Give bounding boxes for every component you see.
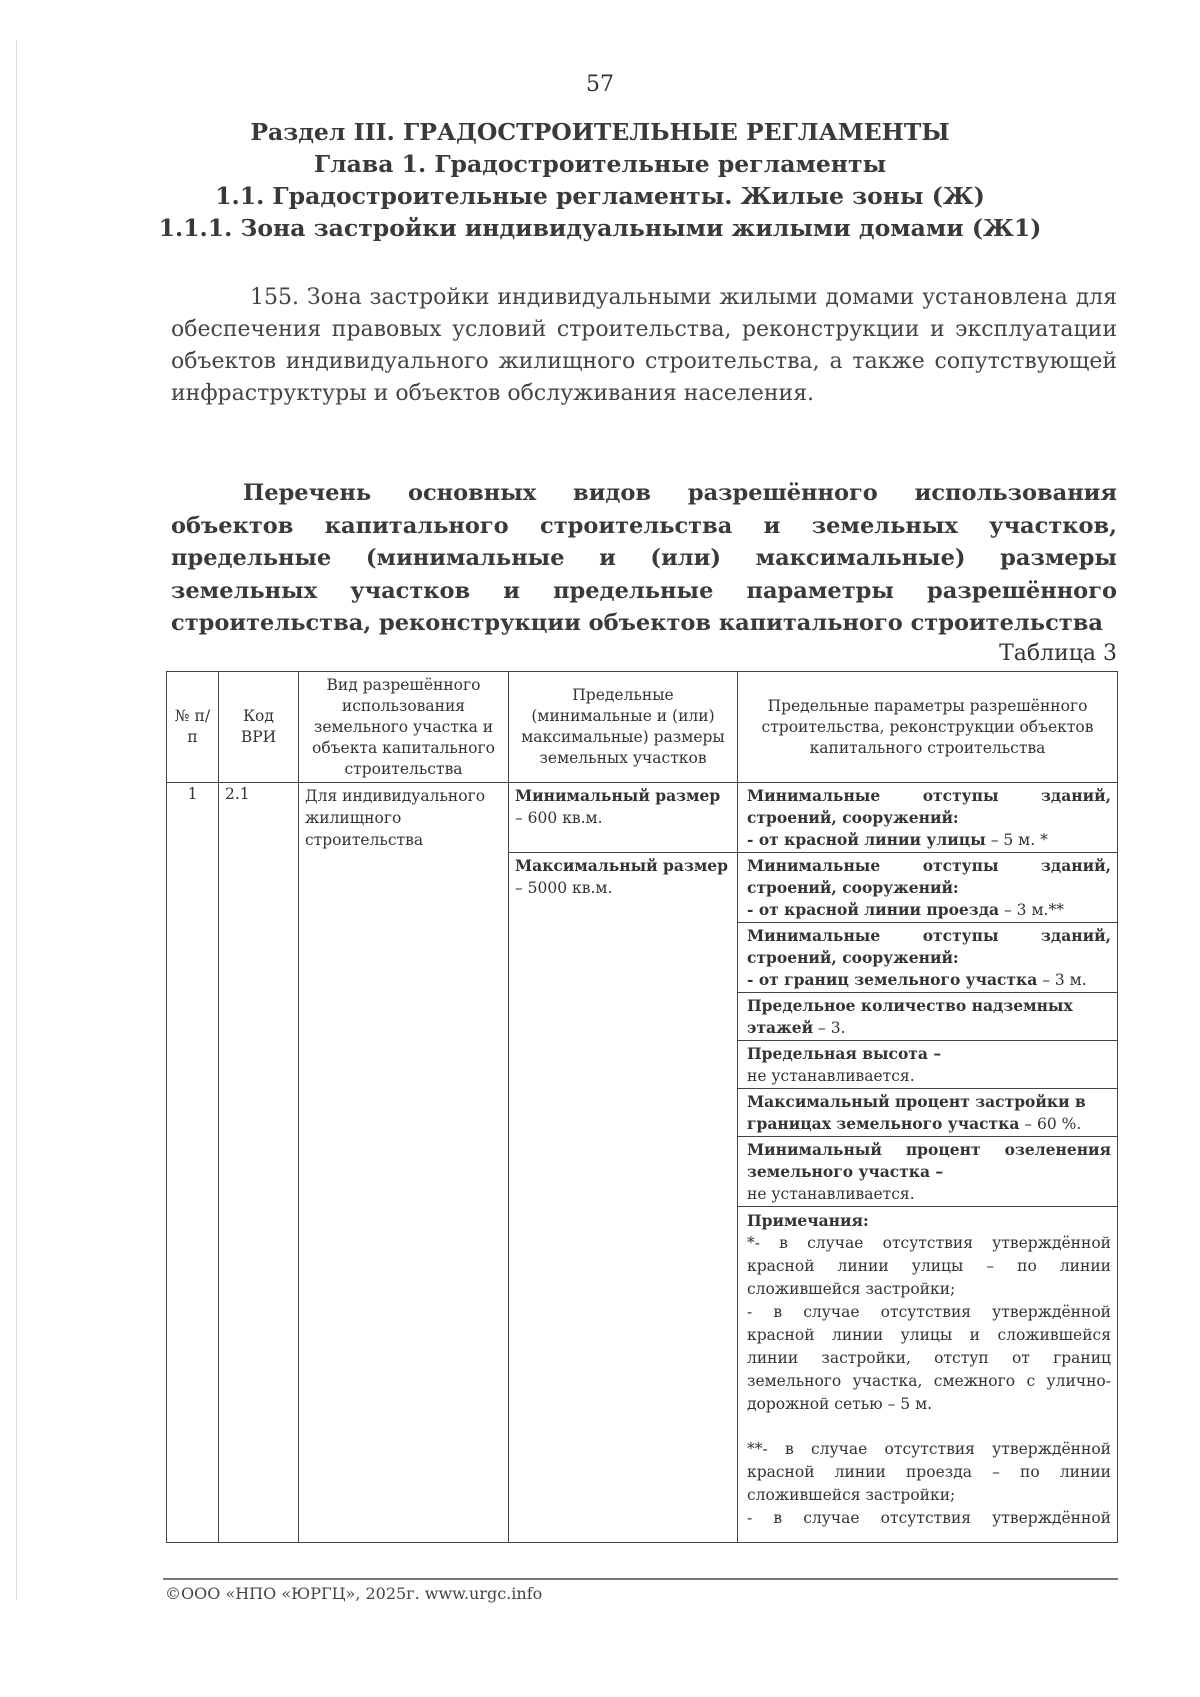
param-setback-value: – 5 м. *	[985, 831, 1048, 849]
table-row	[167, 783, 1118, 853]
footer-divider	[163, 1578, 1118, 1580]
param-setback-target: - от красной линии улицы	[747, 830, 986, 849]
heading-block	[0, 116, 1200, 244]
param-setback-value: – 3 м.**	[999, 901, 1064, 919]
header-code: Код ВРИ	[219, 672, 299, 783]
zone-heading: 1.1.1. Зона застройки индивидуальными жилыми домами (Ж1)	[158, 214, 1042, 242]
param-cell-red-line-passage	[738, 853, 1118, 923]
param-height-label: Предельная высота –	[747, 1044, 942, 1063]
min-size-cell	[509, 783, 738, 853]
param-coverage-label: Максимальный процент застройки в границах земельного участка	[747, 1092, 1086, 1133]
param-setback-value: – 3 м.	[1037, 971, 1087, 989]
header-size-limits: Предельные (минимальные и (или) максимальные) размеры земельных участков	[509, 672, 738, 783]
notes-cell	[738, 1207, 1118, 1543]
max-size-cell	[509, 853, 738, 1543]
header-params: Предельные параметры разрешённого строительства, реконструкции объектов капитального строительства	[738, 672, 1118, 783]
param-coverage-value: – 60 %.	[1019, 1115, 1082, 1133]
header-num: № п/п	[167, 672, 219, 783]
regulations-table	[166, 671, 1118, 1543]
page-number: 57	[586, 72, 614, 97]
param-setback-target: - от красной линии проезда	[747, 900, 1000, 919]
param-cell-coverage	[738, 1089, 1118, 1137]
param-cell-red-line-street	[738, 783, 1118, 853]
row-use-type: Для индивидуального жилищного строительства	[299, 783, 509, 1543]
chapter-heading: Глава 1. Градостроительные регламенты	[313, 150, 887, 178]
param-floors-label: Предельное количество надземных этажей	[747, 996, 1073, 1037]
table-header-row	[167, 672, 1118, 783]
param-height-value: не устанавливается.	[747, 1067, 915, 1085]
table-label: Таблица 3	[999, 641, 1117, 666]
max-size-value: – 5000 кв.м.	[515, 879, 613, 897]
note-1: *- в случае отсутствия утверждённой красной линии улицы – по линии сложившейся застройки;	[747, 1234, 1111, 1298]
param-setback-target: - от границ земельного участка	[747, 970, 1038, 989]
header-use-type: Вид разрешённого использования земельного участка и объекта капитального строительства	[299, 672, 509, 783]
scan-edge-line	[16, 40, 17, 1600]
param-cell-greening	[738, 1137, 1118, 1207]
param-greening-value: не устанавливается.	[747, 1185, 915, 1203]
min-size-label: Минимальный размер	[515, 786, 721, 805]
param-cell-height	[738, 1041, 1118, 1089]
notes-title: Примечания:	[747, 1211, 869, 1230]
intro-paragraph: 155. Зона застройки индивидуальными жилыми домами установлена для обеспечения правовых условий строительства, реконструкции и эксплуатации объектов индивидуального жилищного строительства, а также сопутствующей инфраструктуры и объектов обслуживания населения.	[171, 285, 1117, 406]
note-3: **- в случае отсутствия утверждённой красной линии проезда – по линии сложившейся застройки;	[747, 1440, 1111, 1504]
note-4: - в случае отсутствия утверждённой	[747, 1509, 1111, 1527]
param-setback-label: Минимальные отступы зданий, строений, сооружений:	[747, 786, 1111, 827]
param-setback-label: Минимальные отступы зданий, строений, сооружений:	[747, 856, 1111, 897]
param-greening-label: Минимальный процент озеленения земельного участка –	[747, 1140, 1111, 1181]
min-size-value: – 600 кв.м.	[515, 809, 603, 827]
section-heading: Раздел III. ГРАДОСТРОИТЕЛЬНЫЕ РЕГЛАМЕНТЫ	[250, 118, 950, 146]
row-num: 1	[167, 783, 219, 1543]
table-title: Перечень основных видов разрешённого использования объектов капитального строительства и земельных участков, предельные (минимальные и (или) максимальные) размеры земельных участков и предельные параметры разрешённого строительства, реконструкции объектов капитального строительства	[171, 480, 1117, 636]
max-size-label: Максимальный размер	[515, 856, 728, 875]
row-code: 2.1	[219, 783, 299, 1543]
notes-spacer	[747, 1416, 1111, 1438]
subsection-heading: 1.1. Градостроительные регламенты. Жилые зоны (Ж)	[215, 182, 985, 210]
param-setback-label: Минимальные отступы зданий, строений, сооружений:	[747, 926, 1111, 967]
footer-text: ©ООО «НПО «ЮРГЦ», 2025г. www.urgc.info	[165, 1584, 543, 1603]
param-cell-plot-border	[738, 923, 1118, 993]
param-cell-floors	[738, 993, 1118, 1041]
param-floors-value: – 3.	[813, 1019, 846, 1037]
note-2: - в случае отсутствия утверждённой красной линии улицы и сложившейся линии застройки, отступ от границ земельного участка, смежного с улично-дорожной сетью – 5 м.	[747, 1303, 1111, 1413]
